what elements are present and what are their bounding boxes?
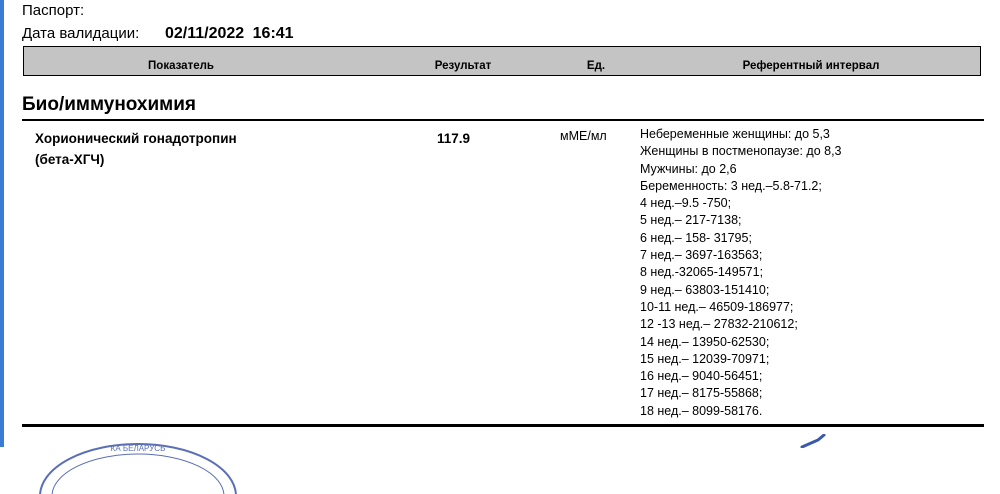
header-indicator: Показатель <box>148 60 214 72</box>
test-name <box>35 128 237 170</box>
reference-line: 17 нед.– 8175-55868; <box>640 386 763 401</box>
signature-mark <box>800 434 840 448</box>
reference-line: 5 нед.– 217-7138; <box>640 213 742 228</box>
reference-interval <box>640 126 842 420</box>
validation-date-row <box>22 25 294 43</box>
reference-line: Небеременные женщины: до 5,3 <box>640 127 830 141</box>
reference-line: 8 нед.-32065-149571; <box>640 265 764 280</box>
results-table-header <box>23 46 981 76</box>
reference-line: 18 нед.– 8099-58176. <box>640 403 763 418</box>
test-unit: мМЕ/мл <box>560 129 607 143</box>
header-result: Результат <box>434 60 492 72</box>
reference-line: 9 нед.– 63803-151410; <box>640 282 770 297</box>
official-stamp <box>38 434 238 494</box>
left-edge-strip <box>0 0 4 447</box>
reference-line: 16 нед.– 9040-56451; <box>640 369 763 384</box>
passport-label: Паспорт: <box>22 2 85 19</box>
section-divider <box>22 119 984 121</box>
reference-line: 14 нед.– 13950-62530; <box>640 334 770 349</box>
validation-date-label: Дата валидации: <box>22 25 140 42</box>
test-name-line1: Хорионический гонадотропин <box>35 131 237 146</box>
reference-line: 12 -13 нед.– 27832-210612; <box>640 317 798 332</box>
reference-line: 4 нед.–9.5 -750; <box>640 196 732 211</box>
test-name-line2: (бета-ХГЧ) <box>35 152 105 167</box>
reference-line: Женщины в постменопаузе: до 8,3 <box>640 144 842 159</box>
test-result: 117.9 <box>437 131 471 146</box>
bottom-divider <box>22 424 984 427</box>
reference-line: 10-11 нед.– 46509-186977; <box>640 299 794 314</box>
header-unit: Ед. <box>586 60 606 72</box>
reference-line: Беременность: 3 нед.–5.8-71.2; <box>640 178 822 193</box>
reference-line: 6 нед.– 158- 31795; <box>640 230 752 245</box>
header-reference: Референтный интервал <box>742 60 880 72</box>
section-title: Био/иммунохимия <box>22 94 197 115</box>
reference-line: Мужчины: до 2,6 <box>640 161 737 176</box>
stamp-text: КА БЕЛАРУСЬ <box>110 444 166 453</box>
reference-line: 7 нед.– 3697-163563; <box>640 248 763 263</box>
validation-date-value: 02/11/2022 16:41 <box>165 25 294 42</box>
reference-line: 15 нед.– 12039-70971; <box>640 351 770 366</box>
